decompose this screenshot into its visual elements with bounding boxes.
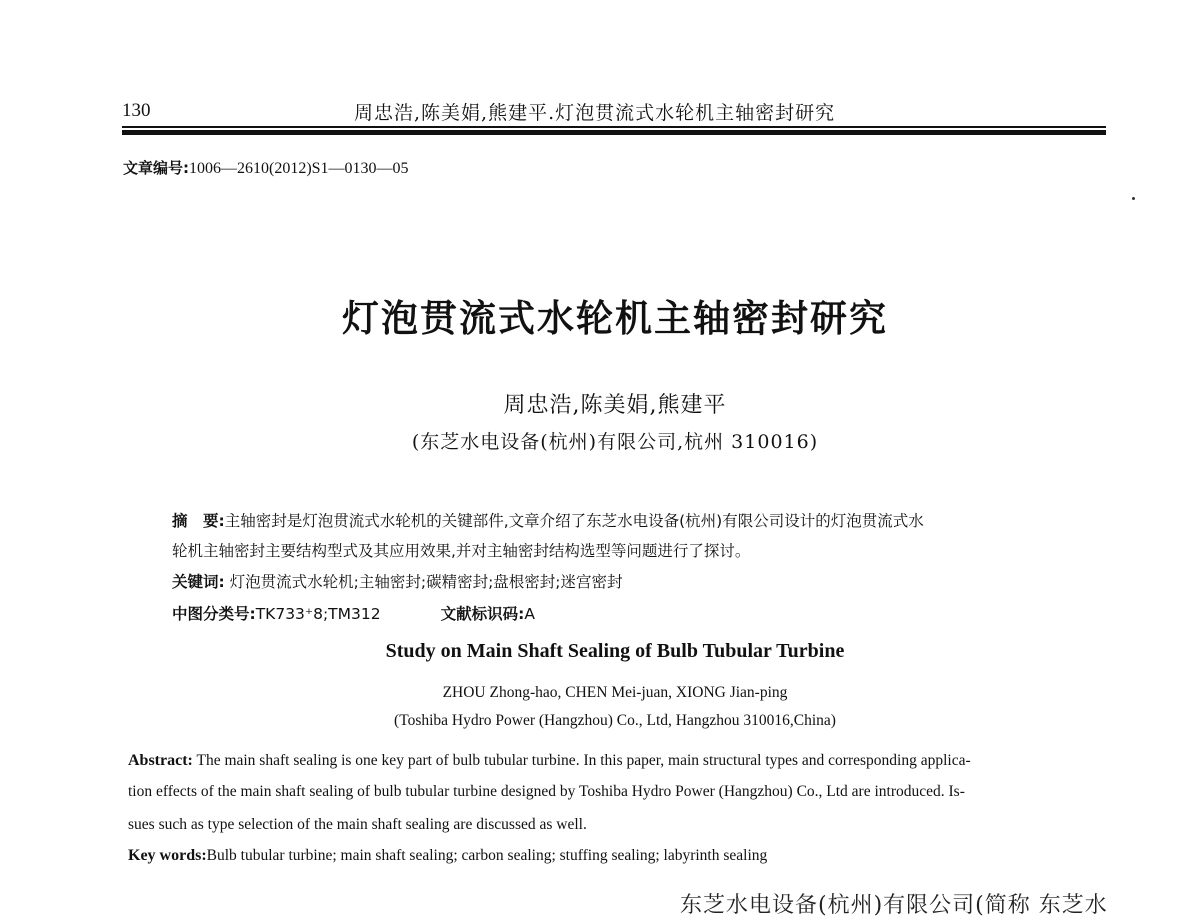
body-text-cut-off: 东芝水电设备(杭州)有限公司(简称 东芝水 bbox=[680, 893, 1108, 918]
document-code-value: A bbox=[524, 605, 535, 623]
running-title: 周忠浩,陈美娟,熊建平.灯泡贯流式水轮机主轴密封研究 bbox=[354, 102, 836, 124]
title-english: Study on Main Shaft Sealing of Bulb Tubular Turbine bbox=[385, 640, 845, 662]
keywords-chinese bbox=[172, 570, 623, 592]
page-number: 130 bbox=[122, 100, 151, 121]
affiliation-english: (Toshiba Hydro Power (Hangzhou) Co., Ltd, Hangzhou 310016,China) bbox=[394, 712, 836, 729]
abstract-english-text-1: The main shaft sealing is one key part of bulb tubular turbine. In this paper, main structural types and corresponding applica- bbox=[192, 752, 971, 769]
keywords-chinese-label: 关键词: bbox=[172, 573, 225, 591]
abstract-chinese-line-2: 轮机主轴密封主要结构型式及其应用效果,并对主轴密封结构选型等问题进行了探讨。 bbox=[172, 542, 751, 560]
abstract-english-line-3: sues such as type selection of the main shaft sealing are discussed as well. bbox=[128, 816, 587, 833]
article-id-label: 文章编号: bbox=[123, 159, 189, 177]
keywords-chinese-text: 灯泡贯流式水轮机;主轴密封;碳精密封;盘根密封;迷宫密封 bbox=[224, 573, 623, 591]
class-number-value: TK733⁺8;TM312 bbox=[255, 605, 381, 623]
header-rule-thin bbox=[122, 126, 1106, 128]
scan-speck bbox=[1132, 197, 1135, 200]
article-id bbox=[123, 157, 409, 178]
article-id-value: 1006—2610(2012)S1—0130—05 bbox=[189, 160, 409, 177]
abstract-chinese-text-1: 主轴密封是灯泡贯流式水轮机的关键部件,文章介绍了东芝水电设备(杭州)有限公司设计的灯泡贯流式水 bbox=[224, 512, 924, 530]
abstract-english-line-2: tion effects of the main shaft sealing of bulb tubular turbine designed by Toshiba Hydro Power (Hangzhou) Co., Ltd are introduced. Is- bbox=[128, 783, 965, 800]
document-code-label: 文献标识码: bbox=[440, 605, 525, 623]
header-rule-thick bbox=[122, 130, 1106, 135]
abstract-english-line-1 bbox=[128, 752, 971, 770]
classification-line bbox=[172, 602, 535, 624]
keywords-english-text: Bulb tubular turbine; main shaft sealing; carbon sealing; stuffing sealing; labyrinth sealing bbox=[206, 847, 768, 864]
abstract-english-label: Abstract: bbox=[128, 752, 193, 769]
abstract-chinese-line-1 bbox=[172, 509, 924, 531]
authors-english: ZHOU Zhong-hao, CHEN Mei-juan, XIONG Jian-ping bbox=[442, 684, 788, 701]
class-number-label: 中图分类号: bbox=[172, 605, 256, 623]
authors-chinese: 周忠浩,陈美娟,熊建平 bbox=[503, 393, 727, 418]
abstract-chinese-label: 摘 要: bbox=[172, 512, 225, 530]
keywords-english-label: Key words: bbox=[128, 847, 207, 864]
keywords-english bbox=[128, 847, 767, 865]
title-chinese: 灯泡贯流式水轮机主轴密封研究 bbox=[342, 297, 888, 340]
affiliation-chinese: (东芝水电设备(杭州)有限公司,杭州 310016) bbox=[411, 431, 819, 453]
